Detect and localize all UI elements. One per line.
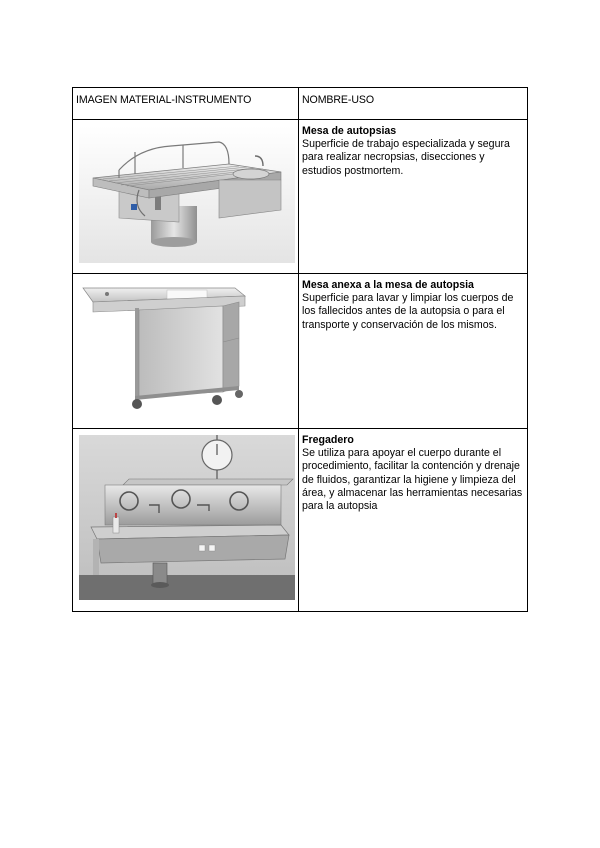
table-header-row (73, 88, 528, 120)
description-cell (299, 274, 528, 429)
item-description: Se utiliza para apoyar el cuerpo durante el procedimiento, facilitar la contención y drenaje de fluidos, garantizar la higiene y limpieza del área, y almacenar las herramientas necesarias para la autopsia (302, 447, 523, 513)
annex-table-image (79, 280, 251, 415)
autopsy-table-image (79, 126, 295, 263)
item-description: Superficie de trabajo especializada y segura para realizar necropsias, disecciones y estudios postmortem. (302, 138, 510, 177)
image-cell (73, 120, 299, 274)
table-row (73, 429, 528, 612)
description-cell (299, 429, 528, 612)
item-name: Fregadero (302, 434, 354, 446)
header-name-column: NOMBRE-USO (299, 88, 528, 120)
sink-image (79, 435, 295, 600)
item-name: Mesa anexa a la mesa de autopsia (302, 279, 474, 291)
table-row (73, 120, 528, 274)
table-row (73, 274, 528, 429)
image-cell (73, 429, 299, 612)
instrument-table (72, 87, 528, 612)
image-cell (73, 274, 299, 429)
item-name: Mesa de autopsias (302, 125, 397, 137)
item-description: Superficie para lavar y limpiar los cuerpos de los fallecidos antes de la autopsia o para el transporte y conservación de los mismos. (302, 292, 514, 331)
header-image-column: IMAGEN MATERIAL-INSTRUMENTO (73, 88, 299, 120)
description-cell (299, 120, 528, 274)
